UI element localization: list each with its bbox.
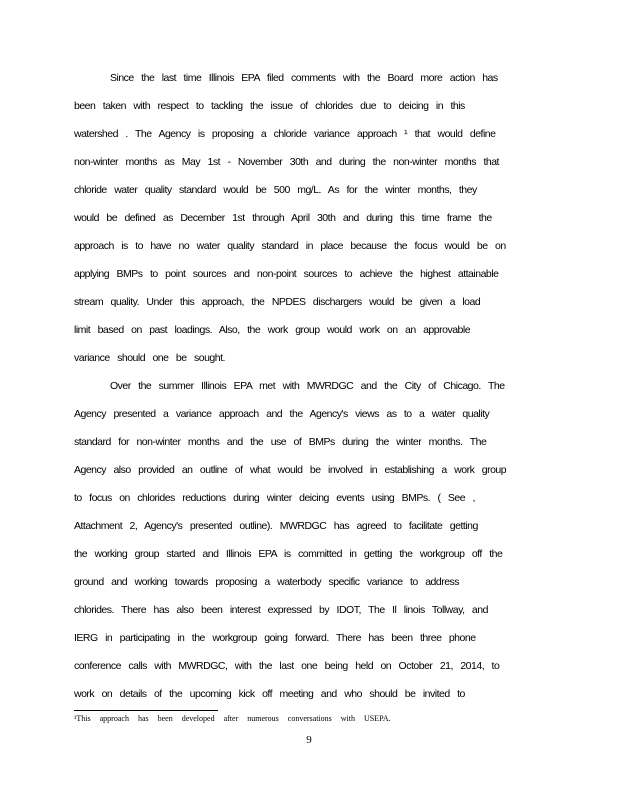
paragraph-2-line: conference calls with MWRDGC, with the last one being held on October 21, 2014, to	[74, 660, 500, 672]
paragraph-1-line: been taken with respect to tackling the issue of chlorides due to deicing in this	[74, 100, 465, 112]
paragraph-2-line: Over the summer Illinois EPA met with MWRDGC and the City of Chicago. The	[110, 380, 505, 392]
paragraph-1-line: applying BMPs to point sources and non-point sources to achieve the highest attainable	[74, 268, 499, 280]
paragraph-2-line: work on details of the upcoming kick off meeting and who should be invited to	[74, 688, 465, 700]
footnote: ¹This approach has been developed after numerous conversations with USEPA.	[74, 714, 391, 723]
paragraph-1-line: would be defined as December 1st through April 30th and during this time frame the	[74, 212, 492, 224]
paragraph-1-line: Since the last time Illinois EPA filed comments with the Board more action has	[110, 72, 498, 84]
page-number: 9	[306, 734, 312, 746]
paragraph-1-line: approach is to have no water quality standard in place because the focus would be on	[74, 240, 506, 252]
paragraph-2-line: chlorides. There has also been interest expressed by IDOT, The Il linois Tollway, and	[74, 604, 488, 616]
paragraph-1-line: variance should one be sought.	[74, 352, 225, 364]
footnote-separator	[74, 710, 218, 711]
paragraph-2-line: IERG in participating in the workgroup going forward. There has been three phone	[74, 632, 476, 644]
paragraph-2-line: Attachment 2, Agency's presented outline). MWRDGC has agreed to facilitate getting	[74, 520, 478, 532]
paragraph-2-line: to focus on chlorides reductions during winter deicing events using BMPs. ( See ,	[74, 492, 475, 504]
paragraph-2-line: Agency presented a variance approach and the Agency's views as to a water quality	[74, 408, 490, 420]
paragraph-2-line: Agency also provided an outline of what would be involved in establishing a work group	[74, 464, 507, 476]
paragraph-2-line: standard for non-winter months and the use of BMPs during the winter months. The	[74, 436, 487, 448]
paragraph-1-line: stream quality. Under this approach, the NPDES dischargers would be given a load	[74, 296, 481, 308]
paragraph-1-line: chloride water quality standard would be 500 mg/L. As for the winter months, they	[74, 184, 477, 196]
paragraph-1-line: limit based on past loadings. Also, the work group would work on an approvable	[74, 324, 471, 336]
paragraph-1-line: non-winter months as May 1st - November 30th and during the non-winter months that	[74, 156, 499, 168]
paragraph-1-line: watershed . The Agency is proposing a chloride variance approach ¹ that would define	[74, 128, 496, 140]
paragraph-2-line: ground and working towards proposing a waterbody specific variance to address	[74, 576, 460, 588]
paragraph-2-line: the working group started and Illinois EPA is committed in getting the workgroup off the	[74, 548, 503, 560]
